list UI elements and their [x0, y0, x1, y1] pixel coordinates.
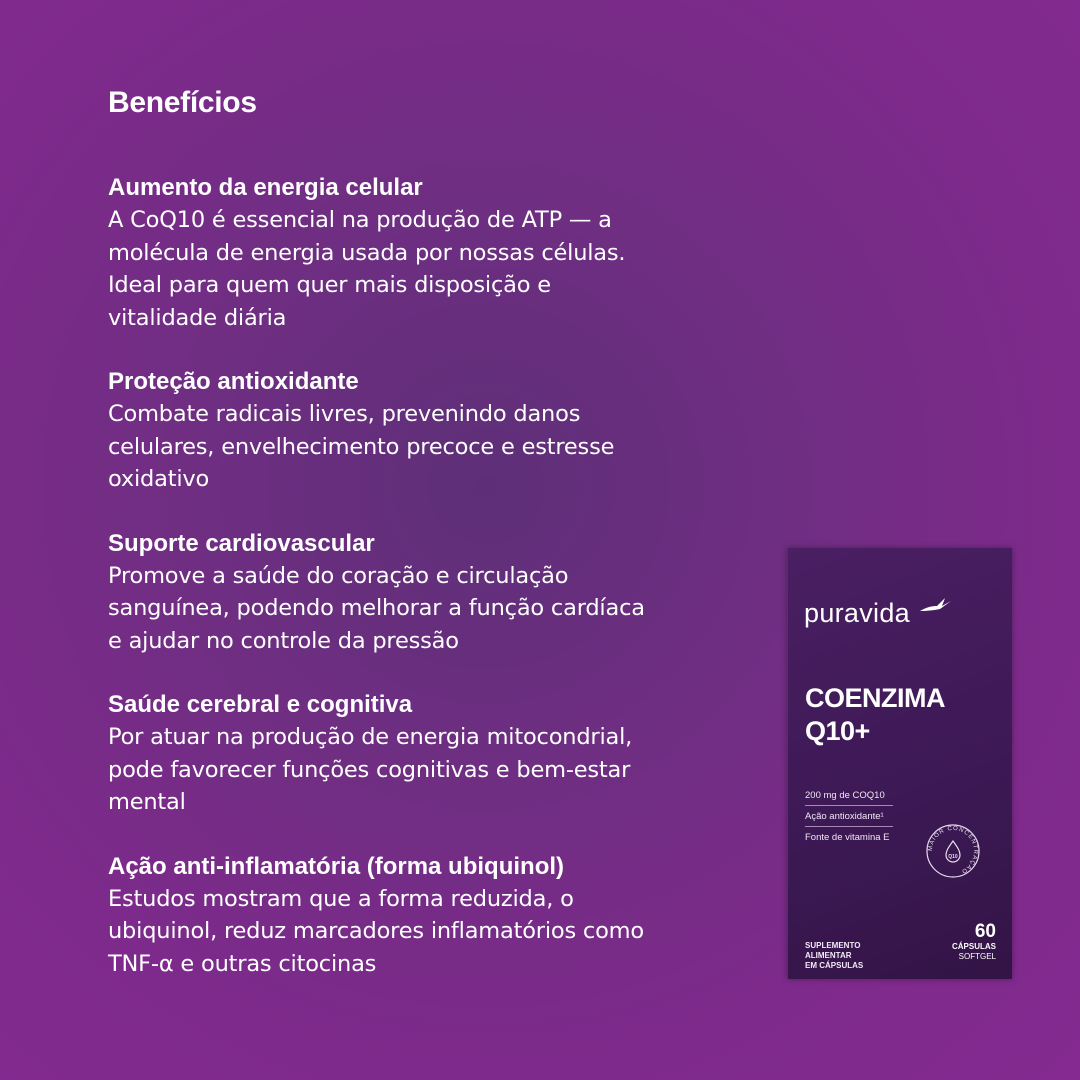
- spec-vitamin: Fonte de vitamina E: [805, 832, 890, 843]
- desc-line: Estudos mostram que a forma reduzida, o: [108, 885, 574, 912]
- brand-logo: puravida: [804, 598, 910, 628]
- benefit-description: [108, 560, 748, 658]
- desc-line: ubiquinol, reduz marcadores inflamatórios como: [108, 918, 644, 944]
- divider: [805, 826, 893, 827]
- benefit-title: Proteção antioxidante: [108, 368, 359, 395]
- category-line1: SUPLEMENTO ALIMENTAR: [805, 941, 861, 960]
- benefit-title: Aumento da energia celular: [108, 174, 423, 201]
- product-name-line2: Q10+: [805, 716, 870, 746]
- benefit-description: [108, 883, 748, 981]
- benefit-anti-inflammatory: [108, 851, 748, 981]
- hummingbird-icon: [918, 594, 952, 616]
- concentration-seal-icon: [925, 823, 981, 879]
- desc-line: Combate radicais livres, prevenindo danos: [108, 401, 581, 427]
- desc-line: celulares, envelhecimento precoce e estresse: [108, 433, 615, 460]
- desc-line: Ideal para quem quer mais disposição e: [108, 272, 551, 298]
- product-name-line1: COENZIMA: [805, 683, 945, 713]
- benefit-cardiovascular: [108, 528, 748, 658]
- desc-line: e ajudar no controle da pressão: [108, 627, 459, 654]
- divider: [805, 805, 893, 806]
- benefit-title: Saúde cerebral e cognitiva: [108, 691, 413, 718]
- count-type: SOFTGEL: [958, 952, 996, 961]
- seal-text: MAIOR CONCENTRAÇÃO: [927, 825, 979, 875]
- benefit-cognitive: [108, 689, 748, 819]
- desc-line: sanguínea, podendo melhorar a função cardíaca: [108, 595, 645, 621]
- count-number: 60: [974, 921, 996, 942]
- svg-text:MAIOR CONCENTRAÇÃO: [928, 826, 978, 874]
- seal-center: Q10: [948, 854, 958, 860]
- product-name: [805, 682, 945, 748]
- desc-line: Por atuar na produção de energia mitocondrial,: [108, 724, 633, 750]
- benefit-antioxidant: [108, 366, 748, 496]
- product-box: [787, 548, 1012, 979]
- page-title: Benefícios: [108, 86, 257, 119]
- desc-line: TNF-α e outras citocinas: [108, 950, 377, 977]
- capsule-count: [952, 922, 996, 962]
- product-category: [805, 941, 895, 971]
- benefit-title: Suporte cardiovascular: [108, 529, 375, 557]
- desc-line: oxidativo: [108, 466, 210, 492]
- benefit-description: [108, 721, 748, 819]
- desc-line: pode favorecer funções cognitivas e bem-estar: [108, 756, 631, 783]
- spec-antioxidant: Ação antioxidante¹: [805, 811, 884, 822]
- desc-line: A CoQ10 é essencial na produção de ATP — a: [108, 207, 612, 233]
- desc-line: vitalidade diária: [108, 304, 287, 331]
- benefit-energy: [108, 172, 748, 334]
- count-unit: CÁPSULAS: [951, 942, 996, 951]
- desc-line: molécula de energia usada por nossas células.: [108, 239, 626, 266]
- desc-line: Promove a saúde do coração e circulação: [108, 562, 569, 589]
- benefit-title: Ação anti-inflamatória (forma ubiquinol): [108, 852, 565, 880]
- benefit-description: [108, 398, 748, 496]
- desc-line: mental: [108, 789, 186, 815]
- spec-dosage: 200 mg de COQ10: [805, 790, 885, 801]
- category-line2: EM CÁPSULAS: [805, 961, 864, 970]
- benefit-description: [108, 204, 748, 334]
- benefits-content: [108, 86, 748, 1012]
